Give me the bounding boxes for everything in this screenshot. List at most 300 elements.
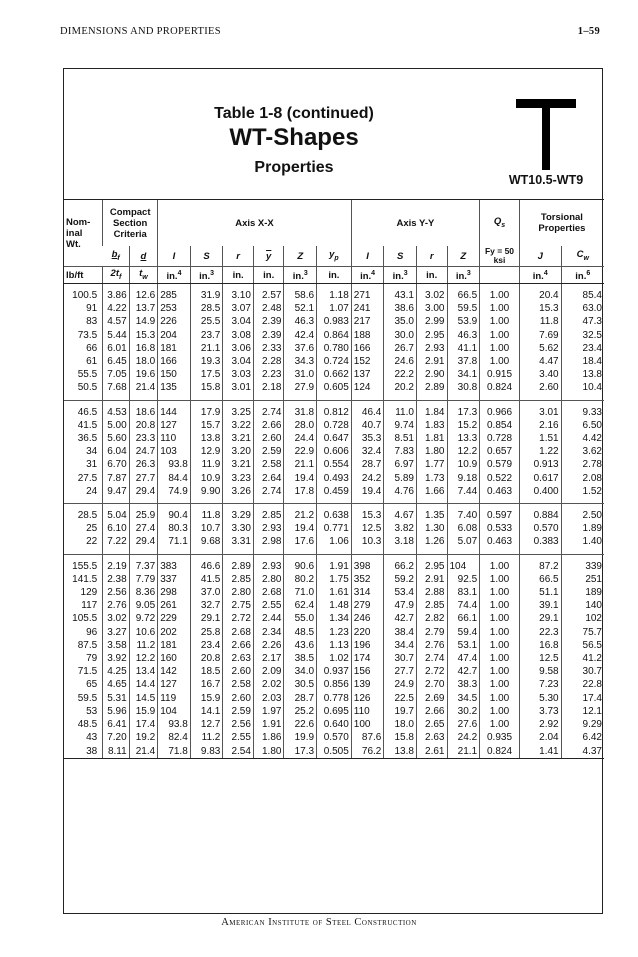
table-cell: 174 bbox=[351, 652, 384, 665]
table-cell: 19.4 bbox=[351, 485, 384, 504]
properties-table bbox=[64, 199, 604, 759]
table-cell: 9.72 bbox=[129, 612, 158, 625]
table-cell: 4.47 bbox=[519, 355, 561, 368]
table-cell: 1.06 bbox=[317, 535, 352, 554]
table-cell: 1.00 bbox=[480, 586, 520, 599]
table-cell: 0.824 bbox=[480, 745, 520, 759]
table-cell: 1.07 bbox=[317, 302, 352, 315]
table-cell: 189 bbox=[561, 586, 604, 599]
table-cell: 15.3 bbox=[351, 504, 384, 523]
table-cell: 0.724 bbox=[317, 355, 352, 368]
table-cell: 66.5 bbox=[447, 284, 480, 303]
table-cell: 5.44 bbox=[103, 329, 129, 342]
table-cell: 137 bbox=[351, 368, 384, 381]
table-cell: 21.1 bbox=[284, 458, 317, 471]
table-cell: 3.22 bbox=[223, 419, 254, 432]
table-cell: 16.7 bbox=[190, 678, 223, 691]
table-cell: 47.4 bbox=[447, 652, 480, 665]
table-cell: 34.4 bbox=[384, 639, 417, 652]
table-cell: 2.68 bbox=[223, 626, 254, 639]
table-cell: 196 bbox=[351, 639, 384, 652]
table-cell: 1.00 bbox=[480, 599, 520, 612]
table-cell: 0.915 bbox=[480, 368, 520, 381]
table-cell: 9.47 bbox=[103, 485, 129, 504]
table-cell: 39.1 bbox=[519, 599, 561, 612]
unit-sx: in.$^3$ bbox=[190, 267, 223, 284]
properties-table-wrap bbox=[64, 199, 604, 759]
table-cell: 13.8 bbox=[561, 368, 604, 381]
table-cell: 24.2 bbox=[447, 731, 480, 744]
table-cell: 17.6 bbox=[284, 535, 317, 554]
table-cell: 80.2 bbox=[284, 573, 317, 586]
table-cell: 17.5 bbox=[190, 368, 223, 381]
table-row bbox=[64, 573, 604, 586]
table-cell: 8.11 bbox=[103, 745, 129, 759]
table-cell: 12.5 bbox=[351, 522, 384, 535]
table-cell: 298 bbox=[158, 586, 191, 599]
table-cell: 30.8 bbox=[447, 381, 480, 400]
table-cell: 29.4 bbox=[129, 485, 158, 504]
table-row bbox=[64, 432, 604, 445]
table-cell: 8.51 bbox=[384, 432, 417, 445]
table-cell: 74.9 bbox=[158, 485, 191, 504]
table-cell: 10.9 bbox=[190, 472, 223, 485]
table-cell: 1.00 bbox=[480, 573, 520, 586]
table-cell: 15.8 bbox=[190, 381, 223, 400]
table-cell: 0.505 bbox=[317, 745, 352, 759]
table-cell: 2.39 bbox=[253, 315, 284, 328]
table-cell: 7.68 bbox=[103, 381, 129, 400]
table-cell: 2.85 bbox=[223, 573, 254, 586]
table-cell: 3.92 bbox=[103, 652, 129, 665]
table-cell: 22.2 bbox=[384, 368, 417, 381]
table-cell: 5.60 bbox=[103, 432, 129, 445]
table-cell: 38.3 bbox=[447, 678, 480, 691]
table-cell: 96 bbox=[86, 626, 98, 638]
table-cell: 19.4 bbox=[284, 472, 317, 485]
table-cell: 1.00 bbox=[480, 678, 520, 691]
table-cell: 15.3 bbox=[519, 302, 561, 315]
table-cell: 93.8 bbox=[158, 458, 191, 471]
table-cell: 12.2 bbox=[447, 445, 480, 458]
table-cell: 13.4 bbox=[129, 665, 158, 678]
table-cell: 18.0 bbox=[384, 718, 417, 731]
table-cell: 2.95 bbox=[416, 329, 447, 342]
table-cell: 66.1 bbox=[447, 612, 480, 625]
table-cell: 22.9 bbox=[284, 445, 317, 458]
table-cell: 110 bbox=[158, 432, 191, 445]
page-number: 1–59 bbox=[577, 26, 600, 37]
table-cell: 19.6 bbox=[129, 368, 158, 381]
table-cell: 0.606 bbox=[317, 445, 352, 458]
table-cell: 24.7 bbox=[129, 445, 158, 458]
table-cell: 6.97 bbox=[384, 458, 417, 471]
table-cell: 22 bbox=[64, 535, 103, 554]
table-cell: 24.9 bbox=[384, 678, 417, 691]
table-cell: 1.97 bbox=[253, 705, 284, 718]
table-cell: 217 bbox=[351, 315, 384, 328]
table-cell: 2.63 bbox=[223, 652, 254, 665]
table-cell: 1.00 bbox=[480, 612, 520, 625]
table-cell: 19.9 bbox=[284, 731, 317, 744]
table-cell: 2.74 bbox=[416, 652, 447, 665]
table-cell: 3.86 bbox=[103, 284, 129, 303]
header-unit-row bbox=[64, 267, 604, 284]
table-cell: 2.69 bbox=[416, 692, 447, 705]
table-cell: 2.60 bbox=[223, 665, 254, 678]
table-cell: 19.4 bbox=[284, 522, 317, 535]
table-cell: 12.9 bbox=[190, 445, 223, 458]
table-cell: 2.33 bbox=[253, 342, 284, 355]
table-cell: 3.26 bbox=[223, 485, 254, 504]
table-cell: 3.73 bbox=[519, 705, 561, 718]
table-cell: 41.5 bbox=[190, 573, 223, 586]
table-cell: 48.5 bbox=[77, 719, 98, 731]
table-cell: 5.04 bbox=[103, 504, 129, 523]
table-cell: 1.80 bbox=[416, 445, 447, 458]
table-cell: 0.597 bbox=[480, 504, 520, 523]
table-cell: 2.58 bbox=[223, 678, 254, 691]
table-cell: 6.10 bbox=[103, 522, 129, 535]
table-cell: 87.5 bbox=[77, 639, 98, 651]
unit-ybar: in. bbox=[253, 267, 284, 284]
table-cell: 253 bbox=[158, 302, 191, 315]
table-cell: 16.8 bbox=[129, 342, 158, 355]
table-cell: 19.2 bbox=[129, 731, 158, 744]
table-cell: 1.84 bbox=[416, 400, 447, 419]
table-cell: 0.647 bbox=[317, 432, 352, 445]
table-cell: 7.83 bbox=[384, 445, 417, 458]
table-cell: 1.13 bbox=[317, 639, 352, 652]
table-row bbox=[64, 586, 604, 599]
table-cell: 66 bbox=[86, 342, 98, 354]
table-cell: 383 bbox=[158, 554, 191, 573]
col-ry: r bbox=[416, 246, 447, 267]
table-cell: 22.3 bbox=[519, 626, 561, 639]
table-cell: 4.76 bbox=[384, 485, 417, 504]
table-cell: 3.21 bbox=[223, 432, 254, 445]
table-cell: 66.5 bbox=[519, 573, 561, 586]
table-cell: 337 bbox=[158, 573, 191, 586]
table-cell: 12.1 bbox=[561, 705, 604, 718]
table-cell: 2.80 bbox=[253, 573, 284, 586]
table-cell: 24 bbox=[64, 485, 103, 504]
table-cell: 1.86 bbox=[253, 731, 284, 744]
table-cell: 2.75 bbox=[223, 599, 254, 612]
table-row bbox=[64, 652, 604, 665]
table-cell: 7.44 bbox=[447, 485, 480, 504]
table-cell: 38.6 bbox=[384, 302, 417, 315]
table-cell: 0.856 bbox=[317, 678, 352, 691]
table-cell: 11.8 bbox=[190, 504, 223, 523]
table-cell: 285 bbox=[158, 284, 191, 303]
table-cell: 22.8 bbox=[561, 678, 604, 691]
table-cell: 19.7 bbox=[384, 705, 417, 718]
table-cell: 5.96 bbox=[103, 705, 129, 718]
table-cell: 83.1 bbox=[447, 586, 480, 599]
table-cell: 9.68 bbox=[190, 535, 223, 554]
table-cell: 2.70 bbox=[416, 678, 447, 691]
table-cell: 150 bbox=[158, 368, 191, 381]
header-qs: $Q_s$ bbox=[480, 200, 520, 247]
table-cell: 21.1 bbox=[447, 745, 480, 759]
table-cell: 17.3 bbox=[284, 745, 317, 759]
table-cell: 46.5 bbox=[77, 406, 98, 418]
table-cell: 241 bbox=[351, 302, 384, 315]
table-cell: 181 bbox=[158, 342, 191, 355]
table-cell: 1.22 bbox=[519, 445, 561, 458]
table-cell: 140 bbox=[561, 599, 604, 612]
table-cell: 93.8 bbox=[158, 718, 191, 731]
table-cell: 2.39 bbox=[253, 329, 284, 342]
table-cell: 127 bbox=[158, 419, 191, 432]
table-cell: 229 bbox=[158, 612, 191, 625]
table-cell: 30.5 bbox=[284, 678, 317, 691]
table-cell: 7.87 bbox=[103, 472, 129, 485]
table-cell: 12.5 bbox=[519, 652, 561, 665]
header-axis-y: Axis Y-Y bbox=[351, 200, 479, 247]
table-cell: 2.55 bbox=[253, 599, 284, 612]
table-row bbox=[64, 400, 604, 419]
table-cell: 0.554 bbox=[317, 458, 352, 471]
table-cell: 0.937 bbox=[317, 665, 352, 678]
table-cell: 10.4 bbox=[561, 381, 604, 400]
table-cell: 34.1 bbox=[447, 368, 480, 381]
table-cell: 1.00 bbox=[480, 705, 520, 718]
table-cell: 4.53 bbox=[103, 400, 129, 419]
table-cell: 15.2 bbox=[447, 419, 480, 432]
table-cell: 23.4 bbox=[190, 639, 223, 652]
table-cell: 71.5 bbox=[77, 666, 98, 678]
table-cell: 2.38 bbox=[103, 573, 129, 586]
running-head bbox=[60, 26, 600, 40]
table-cell: 2.90 bbox=[416, 368, 447, 381]
table-cell: 226 bbox=[158, 315, 191, 328]
table-cell: 139 bbox=[351, 678, 384, 691]
table-cell: 3.03 bbox=[223, 368, 254, 381]
table-cell: 2.85 bbox=[416, 599, 447, 612]
table-cell: 2.93 bbox=[253, 522, 284, 535]
table-cell: 1.83 bbox=[416, 419, 447, 432]
table-cell: 14.1 bbox=[190, 705, 223, 718]
table-cell: 0.695 bbox=[317, 705, 352, 718]
table-cell: 26.7 bbox=[384, 342, 417, 355]
table-row bbox=[64, 342, 604, 355]
table-cell: 6.50 bbox=[561, 419, 604, 432]
table-row bbox=[64, 718, 604, 731]
table-cell: 3.08 bbox=[223, 329, 254, 342]
table-cell: 3.20 bbox=[223, 445, 254, 458]
table-cell: 2.72 bbox=[416, 665, 447, 678]
table-cell: 0.493 bbox=[317, 472, 352, 485]
table-cell: 25.9 bbox=[129, 504, 158, 523]
table-cell: 31.8 bbox=[284, 400, 317, 419]
table-cell: 17.8 bbox=[284, 485, 317, 504]
table-cell: 38 bbox=[64, 745, 103, 759]
table-cell: 25.2 bbox=[284, 705, 317, 718]
table-cell: 2.03 bbox=[253, 692, 284, 705]
table-cell: 5.00 bbox=[103, 419, 129, 432]
table-subtitle: Properties bbox=[254, 159, 334, 176]
table-row bbox=[64, 678, 604, 691]
table-cell: 82.4 bbox=[158, 731, 191, 744]
table-cell: 0.400 bbox=[519, 485, 561, 504]
table-cell: 166 bbox=[351, 342, 384, 355]
table-cell: 43 bbox=[86, 732, 98, 744]
table-cell: 2.19 bbox=[103, 554, 129, 573]
table-cell: 2.72 bbox=[223, 612, 254, 625]
table-cell: 0.780 bbox=[317, 342, 352, 355]
table-cell: 15.9 bbox=[190, 692, 223, 705]
table-cell: 17.4 bbox=[561, 692, 604, 705]
col-fy: Fy = 50 ksi bbox=[480, 246, 520, 267]
table-cell: 7.05 bbox=[103, 368, 129, 381]
table-cell: 398 bbox=[351, 554, 384, 573]
table-cell: 42.7 bbox=[384, 612, 417, 625]
unit-lbft: lb/ft bbox=[64, 267, 103, 284]
table-cell: 100 bbox=[351, 718, 384, 731]
table-cell: 15.8 bbox=[384, 731, 417, 744]
table-cell: 31 bbox=[86, 459, 98, 471]
table-cell: 3.40 bbox=[519, 368, 561, 381]
table-cell: 38.5 bbox=[284, 652, 317, 665]
table-cell: 25.5 bbox=[190, 315, 223, 328]
col-yp: $y_p$ bbox=[317, 246, 352, 267]
unit-zx: in.$^3$ bbox=[284, 267, 317, 284]
table-cell: 103 bbox=[158, 445, 191, 458]
table-cell: 126 bbox=[351, 692, 384, 705]
table-cell: 110 bbox=[351, 705, 384, 718]
table-cell: 144 bbox=[158, 400, 191, 419]
unit-ix: in.$^4$ bbox=[158, 267, 191, 284]
table-cell: 11.2 bbox=[190, 731, 223, 744]
unit-zy: in.$^3$ bbox=[447, 267, 480, 284]
table-cell: 9.29 bbox=[561, 718, 604, 731]
table-cell: 2.98 bbox=[253, 535, 284, 554]
table-title: WT-Shapes bbox=[229, 124, 359, 151]
table-cell: 14.9 bbox=[129, 315, 158, 328]
table-cell: 28.5 bbox=[190, 302, 223, 315]
table-cell: 9.90 bbox=[190, 485, 223, 504]
table-cell: 3.10 bbox=[223, 284, 254, 303]
table-row bbox=[64, 745, 604, 759]
table-cell: 73.5 bbox=[77, 329, 98, 341]
table-cell: 1.00 bbox=[480, 329, 520, 342]
table-row bbox=[64, 692, 604, 705]
table-cell: 37.0 bbox=[190, 586, 223, 599]
table-cell: 0.983 bbox=[317, 315, 352, 328]
table-cell: 0.935 bbox=[480, 731, 520, 744]
table-cell: 31.0 bbox=[284, 368, 317, 381]
table-cell: 1.91 bbox=[317, 554, 352, 573]
table-cell: 91 bbox=[86, 303, 98, 315]
table-cell: 2.92 bbox=[519, 718, 561, 731]
table-cell: 314 bbox=[351, 586, 384, 599]
table-cell: 0.854 bbox=[480, 419, 520, 432]
table-cell: 0.728 bbox=[317, 419, 352, 432]
table-cell: 117 bbox=[81, 600, 98, 612]
unit-cw: in.$^6$ bbox=[561, 267, 604, 284]
table-cell: 2.59 bbox=[253, 445, 284, 458]
table-cell: 27.4 bbox=[129, 522, 158, 535]
table-cell: 37.8 bbox=[447, 355, 480, 368]
table-cell: 5.89 bbox=[384, 472, 417, 485]
table-row bbox=[64, 504, 604, 523]
col-rx: r bbox=[223, 246, 254, 267]
table-cell: 12.7 bbox=[190, 718, 223, 731]
table-row bbox=[64, 485, 604, 504]
table-row bbox=[64, 445, 604, 458]
table-row bbox=[64, 302, 604, 315]
table-cell: 1.02 bbox=[317, 652, 352, 665]
table-cell: 4.25 bbox=[103, 665, 129, 678]
table-cell: 15.9 bbox=[129, 705, 158, 718]
table-cell: 3.00 bbox=[416, 302, 447, 315]
table-cell: 2.23 bbox=[253, 368, 284, 381]
table-cell: 2.64 bbox=[253, 472, 284, 485]
table-cell: 142 bbox=[158, 665, 191, 678]
table-cell: 23.3 bbox=[129, 432, 158, 445]
table-cell: 3.02 bbox=[103, 612, 129, 625]
table-cell: 9.83 bbox=[190, 745, 223, 759]
table-cell: 23.4 bbox=[561, 342, 604, 355]
table-cell: 32.4 bbox=[351, 445, 384, 458]
table-cell: 53.1 bbox=[447, 639, 480, 652]
table-cell: 7.23 bbox=[519, 678, 561, 691]
table-cell: 17.4 bbox=[129, 718, 158, 731]
table-cell: 65 bbox=[86, 679, 98, 691]
table-cell: 2.89 bbox=[223, 554, 254, 573]
table-cell: 22.6 bbox=[284, 718, 317, 731]
table-cell: 2.60 bbox=[223, 692, 254, 705]
table-cell: 0.383 bbox=[519, 535, 561, 554]
table-cell: 2.74 bbox=[253, 485, 284, 504]
table-frame bbox=[63, 68, 603, 914]
table-cell: 2.04 bbox=[519, 731, 561, 744]
table-cell: 13.8 bbox=[384, 745, 417, 759]
table-cell: 9.05 bbox=[129, 599, 158, 612]
table-cell: 10.9 bbox=[447, 458, 480, 471]
col-bf-2tf: $b_f$ bbox=[111, 248, 120, 262]
table-cell: 21.4 bbox=[129, 745, 158, 759]
header-compact-criteria: Compact Section Criteria bbox=[103, 200, 158, 247]
table-cell: 1.89 bbox=[561, 522, 604, 535]
table-cell: 13.7 bbox=[129, 302, 158, 315]
table-cell: 2.76 bbox=[416, 639, 447, 652]
table-cell: 4.42 bbox=[561, 432, 604, 445]
table-cell: 28.7 bbox=[284, 692, 317, 705]
table-cell: 71.0 bbox=[284, 586, 317, 599]
table-cell: 0.812 bbox=[317, 400, 352, 419]
table-cell: 2.60 bbox=[253, 432, 284, 445]
table-cell: 90.4 bbox=[158, 504, 191, 523]
table-cell: 1.52 bbox=[561, 485, 604, 504]
table-cell: 0.884 bbox=[519, 504, 561, 523]
table-cell: 75.7 bbox=[561, 626, 604, 639]
title-area bbox=[64, 69, 602, 193]
table-cell: 3.27 bbox=[103, 626, 129, 639]
table-cell: 1.73 bbox=[416, 472, 447, 485]
table-cell: 1.80 bbox=[253, 745, 284, 759]
table-cell: 0.605 bbox=[317, 381, 352, 400]
table-cell: 50.5 bbox=[64, 381, 103, 400]
table-cell: 2.28 bbox=[253, 355, 284, 368]
table-cell: 80.3 bbox=[158, 522, 191, 535]
table-cell: 188 bbox=[351, 329, 384, 342]
table-cell: 3.30 bbox=[223, 522, 254, 535]
table-cell: 43.6 bbox=[284, 639, 317, 652]
table-cell: 36.5 bbox=[77, 433, 98, 445]
